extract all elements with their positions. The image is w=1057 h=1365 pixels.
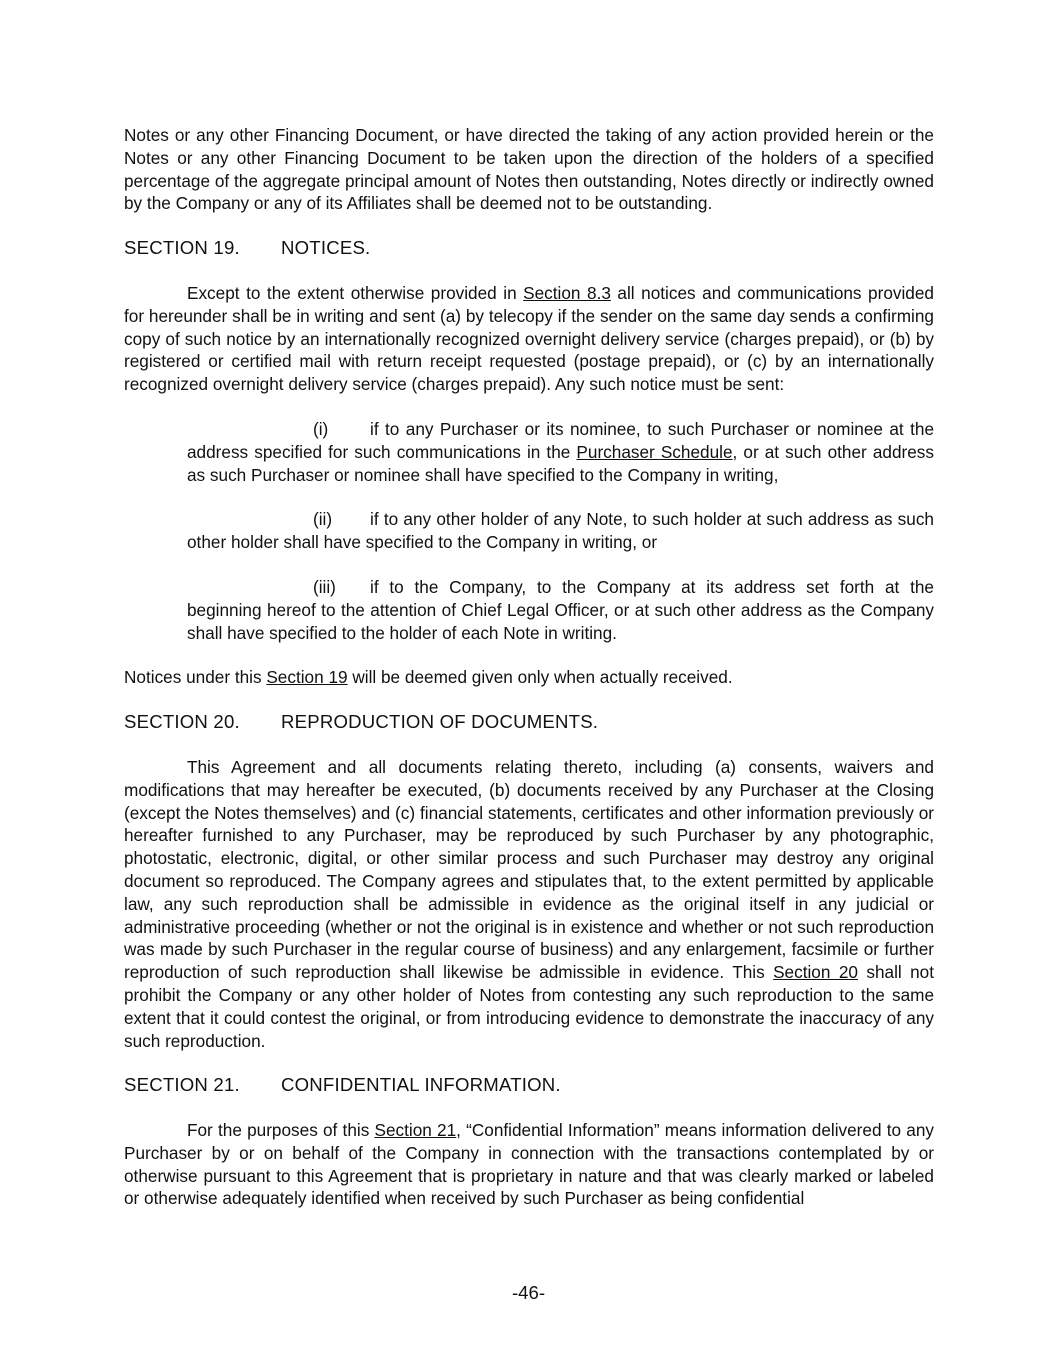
purchaser-schedule-link[interactable]: Purchaser Schedule	[576, 441, 733, 462]
notice-item-ii: (ii) if to any other holder of any Note, to such holder at such address as such other holder shall have specified to the Company in writing, or	[187, 509, 934, 553]
section-21-heading	[124, 1074, 934, 1097]
section-20-title: REPRODUCTION OF DOCUMENTS.	[281, 711, 599, 733]
document-page	[124, 124, 934, 1210]
notice-item-label: (iii)	[313, 576, 336, 597]
section-19-heading	[124, 237, 934, 260]
section-21-number: SECTION 21.	[124, 1074, 240, 1096]
section-19-closing: Notices under this Section 19 will be deemed given only when actually received.	[124, 667, 733, 688]
section-21-link[interactable]: Section 21	[374, 1120, 457, 1141]
intro-paragraph: Notes or any other Financing Document, or have directed the taking of any action provided herein or the Notes or any other Financing Document to be taken upon the direction of the holders of a specified percentage of the aggregate principal amount of Notes then outstanding, Notes directly or indirectly owned by the Company or any of its Affiliates shall be deemed not to be outstanding.	[124, 125, 934, 214]
section-20-paragraph: This Agreement and all documents relating thereto, including (a) consents, waivers and modifications that may hereafter be executed, (b) documents received by any Purchaser at the Closing (except the Notes themselves) and (c) financial statements, certificates and other information previously or hereafter furnished to any Purchaser, may be reproduced by such Purchaser by any photographic, photostatic, electronic, digital, or other similar process and such Purchaser may destroy any original document so reproduced. The Company agrees and stipulates that, to the extent permitted by applicable law, any such reproduction shall be admissible in evidence as the original itself in any judicial or administrative proceeding (whether or not the original is in existence and whether or not such reproduction was made by such Purchaser in the regular course of business) and any enlargement, facsimile or further reproduction of such reproduction shall likewise be admissible in evidence. This Section 20 shall not prohibit the Company or any other holder of Notes from contesting any such reproduction to the same extent that it could contest the original, or from introducing evidence to demonstrate the inaccuracy of any such reproduction.	[124, 756, 934, 1051]
section-19-paragraph: Except to the extent otherwise provided in Section 8.3 all notices and communications provided for hereunder shall be in writing and sent (a) by telecopy if the sender on the same day sends a confirming copy of such notice by an internationally recognized overnight delivery service (charges prepaid), or (b) by registered or certified mail with return receipt requested (postage prepaid), or (c) by an internationally recognized overnight delivery service (charges prepaid). Any such notice must be sent:	[124, 282, 934, 395]
notice-item-label: (i)	[313, 418, 329, 439]
section-20-number: SECTION 20.	[124, 711, 240, 733]
notice-item-label: (ii)	[313, 509, 333, 530]
section-19-title: NOTICES.	[281, 237, 371, 259]
section-20-link[interactable]: Section 20	[773, 962, 858, 983]
section-8-3-link[interactable]: Section 8.3	[523, 282, 611, 303]
section-19-number: SECTION 19.	[124, 237, 240, 259]
section-19-link[interactable]: Section 19	[266, 667, 348, 688]
section-20-heading	[124, 711, 934, 734]
section-21-title: CONFIDENTIAL INFORMATION.	[281, 1074, 561, 1096]
notice-item-iii: (iii) if to the Company, to the Company at its address set forth at the beginning hereof to the attention of Chief Legal Officer, or at such other address as the Company shall have specified to the holder of each Note in writing.	[187, 576, 934, 643]
page-number: -46-	[511, 1282, 546, 1303]
notice-item-i: (i) if to any Purchaser or its nominee, to such Purchaser or nominee at the address specified for such communications in the Purchaser Schedule, or at such other address as such Purchaser or nominee shall have specified to the Company in writing,	[187, 418, 934, 485]
section-21-paragraph: For the purposes of this Section 21, “Confidential Information” means information delivered to any Purchaser by or on behalf of the Company in connection with the transactions contemplated by or otherwise pursuant to this Agreement that is proprietary in nature and that was clearly marked or labeled or otherwise adequately identified when received by such Purchaser as being confidential	[124, 1120, 934, 1209]
